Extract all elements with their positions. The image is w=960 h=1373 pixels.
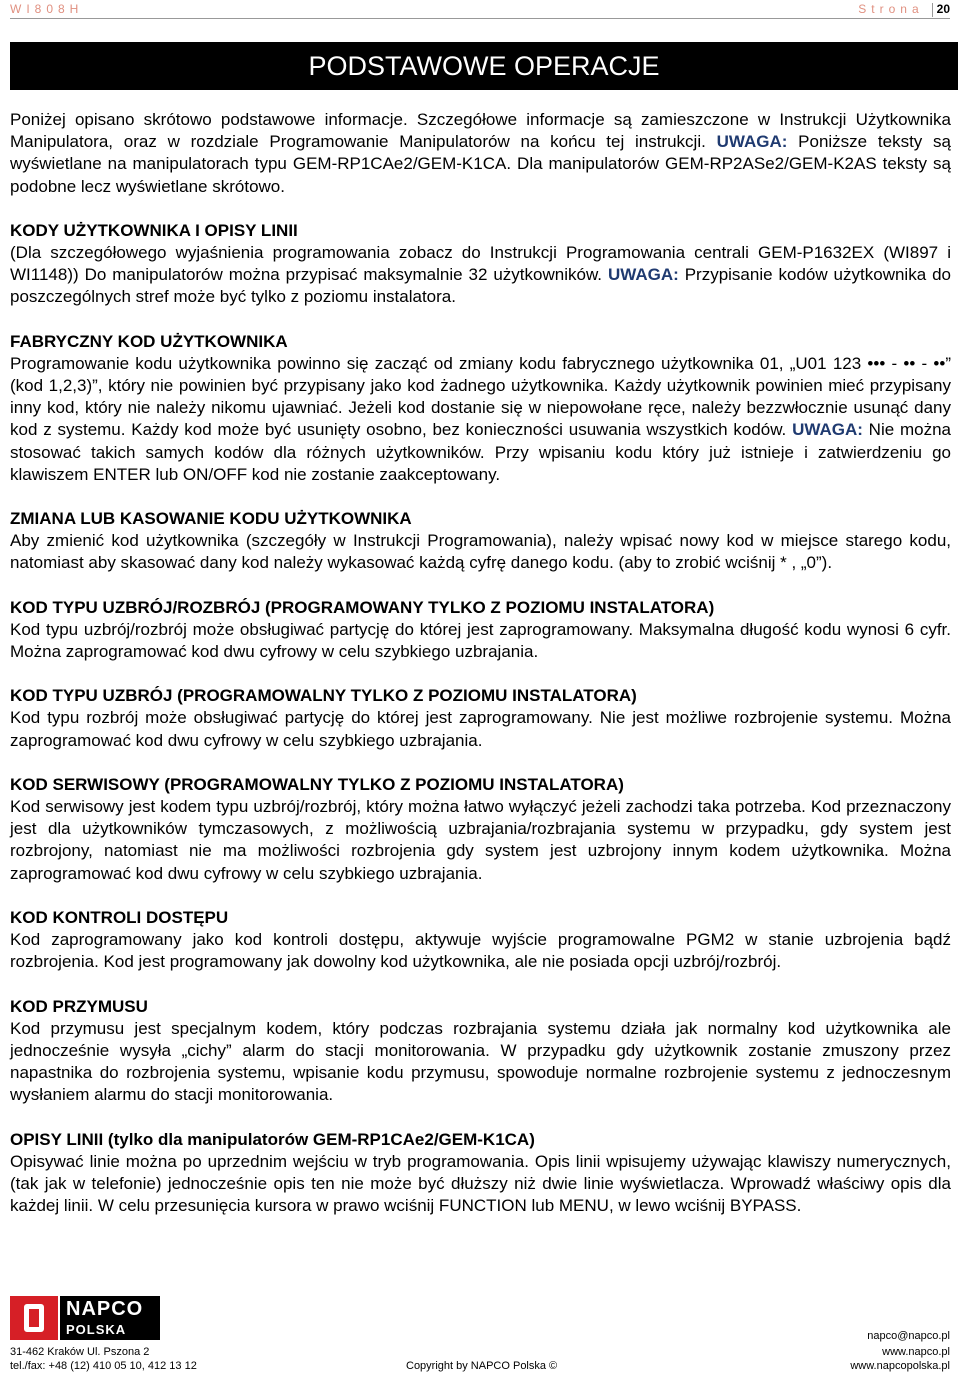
note-label: UWAGA: [607, 265, 679, 285]
note-text: Nie można stosować takich samych kodów dla różnych użytkowników. Przy wpisaniu kodu który już istnieje i zatwierdzeniu go klawiszem ENTER lub ON/OFF kod nie zostanie zaakceptowany. [10, 420, 951, 484]
section-uzbroj-rozbroj [10, 597, 951, 664]
section-title: KOD KONTROLI DOSTĘPU [10, 907, 229, 927]
document-body [10, 109, 951, 1239]
section-text: Kod typu rozbrój może obsługiwać partycję do której jest zaprogramowany. Nie jest możliwe rozbrojenie systemu. Można zaprogramować kod dwu cyfrowy w celu szybkiego uzbrajania. [10, 708, 951, 750]
footer-website: www.napco.pl [882, 1346, 950, 1358]
napco-logo-wordmark [60, 1296, 160, 1340]
footer-phone: tel./fax: +48 (12) 410 05 10, 412 13 12 [10, 1360, 197, 1372]
section-przymusu [10, 996, 951, 1107]
napco-logo [10, 1296, 160, 1340]
header-divider [932, 3, 933, 17]
page-header [10, 0, 950, 18]
section-kody [10, 220, 951, 309]
section-text: Opisywać linie można po uprzednim wejściu w tryb programowania. Opis linii wpisujemy używając klawiszy numerycznych, (tak jak w telefonie) jednocześnie opis ten nie może być dłuższy niż dwie linie wyświetlacza. Wprowadź właściwy opis dla każdej linii. W celu przesunięcia kursora w prawo wciśnij FUNCTION lub MENU, w lewo wciśnij BYPASS. [10, 1151, 951, 1216]
napco-logo-mark-icon [10, 1296, 58, 1340]
header-rule [10, 18, 950, 19]
section-text: Kod zaprogramowany jako kod kontroli dostępu, aktywuje wyjście programowalne PGM2 w stanie uzbrojenia bądź rozbrojenia. Kod jest programowany jak dowolny kod użytkownika, ale nie posiada opcji uzbrój/rozbrój. [10, 930, 951, 972]
section-paragraph [10, 353, 951, 486]
note-label: UWAGA: [792, 420, 863, 440]
section-title: KOD TYPU UZBRÓJ/ROZBRÓJ (PROGRAMOWANY TYLKO Z POZIOMU INSTALATORA) [10, 597, 715, 617]
section-paragraph [10, 242, 951, 309]
section-title: ZMIANA LUB KASOWANIE KODU UŻYTKOWNIKA [10, 509, 412, 529]
section-kontroli [10, 907, 951, 974]
section-title: KOD PRZYMUSU [10, 996, 148, 1016]
note-text: Przypisanie kodów użytkownika do poszczególnych stref może być tylko z poziomu instalatora. [10, 265, 951, 307]
section-serwisowy [10, 774, 951, 885]
section-text: Aby zmienić kod użytkownika (szczegóły w Instrukcji Programowania), należy wpisać nowy kod w miejsce starego kodu, natomiast aby skasować dany kod należy wykasować każdą cyfrę danego kodu. (aby to zrobić wciśnij * , „0”). [10, 531, 951, 573]
section-text: Kod serwisowy jest kodem typu uzbrój/rozbrój, który można łatwo wyłączyć jeżeli zachodzi taka potrzeba. Kod przeznaczony jest dla użytkowników tymczasowych, z możliwością uzbrajania/rozbrajania systemu w przypadku, gdy system jest rozbrojony, natomiast nie ma możliwości rozbrojenia gdy system jest uzbrojony innym kodem użytkownika. Można zaprogramować kod dwu cyfrowy w celu szybkiego uzbrajania. [10, 797, 951, 883]
intro-note-text: Poniższe teksty są wyświetlane na manipulatorach typu GEM-RP1CAe2/GEM-K1CA. Dla manipulatorów GEM-RP2ASe2/GEM-K2AS teksty są podobne lecz wyświetlane skrótowo. [10, 132, 951, 196]
section-title: KOD TYPU UZBRÓJ (PROGRAMOWALNY TYLKO Z POZIOMU INSTALATORA) [10, 686, 637, 706]
page-footer [10, 1296, 950, 1373]
logo-text-bottom: POLSKA [66, 1322, 127, 1337]
footer-website-secondary: www.napcopolska.pl [850, 1360, 950, 1372]
section-banner: PODSTAWOWE OPERACJE [10, 42, 958, 90]
section-title: FABRYCZNY KOD UŻYTKOWNIKA [10, 331, 288, 351]
intro-text: Poniżej opisano skrótowo podstawowe informacje. Szczegółowe informacje są zamieszczone w Instrukcji Użytkownika Manipulatora, oraz w rozdziale Programowanie Manipulatorów na końcu tej instrukcji. [10, 110, 951, 152]
section-opisy [10, 1129, 951, 1218]
intro-section [10, 109, 951, 198]
section-text: Kod typu uzbrój/rozbrój może obsługiwać partycję do której jest zaprogramowany. Maksymalna długość kodu wynosi 6 cyfr. Można zaprogramować kod dwu cyfrowy w celu szybkiego uzbrajania. [10, 619, 951, 662]
footer-email: napco@napco.pl [867, 1330, 950, 1342]
page-number: 20 [936, 2, 950, 16]
footer-address: 31-462 Kraków Ul. Pszona 2 [10, 1346, 150, 1358]
section-uzbroj [10, 685, 951, 752]
intro-note-label: UWAGA: [716, 132, 788, 152]
section-text: Programowanie kodu użytkownika powinno się zacząć od zmiany kodu fabrycznego użytkownika 01, „U01 123 ••• - •• - ••” (kod 1,2,3)”, który nie powinien być przypisany jako kod żadnego użytkownika. Każdy użytkownik powinien mieć przypisany inny kod, który nie należy nikomu ujawniać. Jeżeli kod dostanie się w niepowołane ręce, należy bezzwłocznie usunąć dany kod z systemu. Każdy kod może być usunięty osobno, bez konieczności usuwania wszystkich kodów. [10, 353, 951, 440]
page-indicator [858, 2, 950, 17]
doc-code: WI808H [10, 2, 84, 16]
section-title: KOD SERWISOWY (PROGRAMOWALNY TYLKO Z POZIOMU INSTALATORA) [10, 774, 624, 794]
intro-paragraph [10, 109, 951, 198]
section-title: KODY UŻYTKOWNIKA I OPISY LINII [10, 220, 298, 240]
section-title: OPISY LINII (tylko dla manipulatorów GEM-RP1CAe2/GEM-K1CA) [10, 1129, 535, 1149]
section-text: (Dla szczegółowego wyjaśnienia programowania zobacz do Instrukcji Programowania centrali GEM-P1632EX (WI897 i WI1148)) Do manipulatorów można przypisać maksymalnie 32 użytkowników. [10, 243, 951, 285]
page-label: Strona [858, 2, 924, 16]
section-zmiana [10, 508, 951, 575]
logo-text-top: NAPCO [66, 1298, 144, 1320]
section-text: Kod przymusu jest specjalnym kodem, który podczas rozbrajania systemu działa jak normalny kod użytkownika ale jednocześnie wysyła „cichy” alarm do stacji monitorowania. W przypadku gdy użytkownik zostanie zmuszony przez napastnika do rozbrojenia systemu, wpisanie kodu przymusu, spowoduje normalne rozbrojenie systemu z jednoczesnym wysłaniem alarmu do stacji monitorowania. [10, 1018, 951, 1105]
section-fabryczny [10, 331, 951, 486]
footer-copyright: Copyright by NAPCO Polska © [406, 1360, 558, 1372]
